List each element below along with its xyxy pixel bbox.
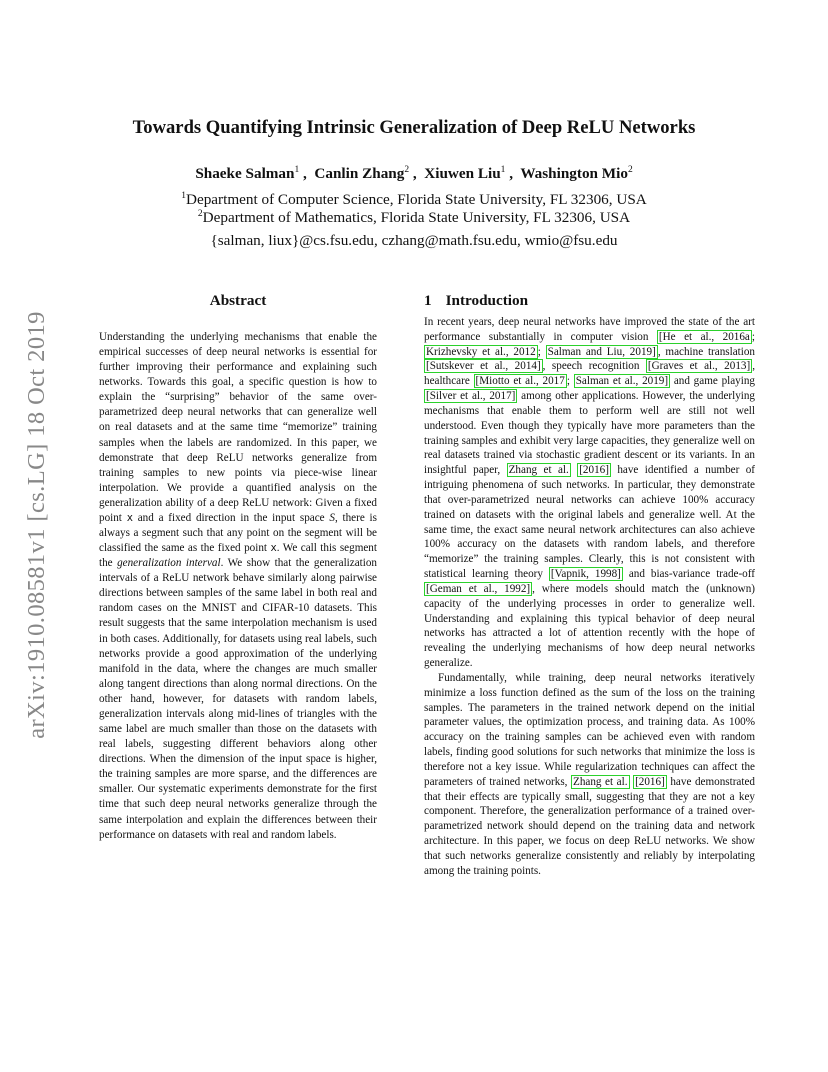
text-run: Fundamentally, while training, deep neural networks iteratively minimize a loss function defined as the sum of the loss on the training samples. The parameters in the trained network depend on the initial parameter values, the optimization process, and training data. As 100% accuracy on the training samples can be achieved even with random labels, finding good solutions for such networks that minimize the loss is therefore not a key issue. While regularization techniques can affect the parameters of trained networks, xyxy=(424,671,755,788)
section-title: Introduction xyxy=(445,292,529,309)
text-run: have demonstrated that their effects are typically small, suggesting that they are not a key component. Therefore, the generalization performance of a trained over-parametrized network should depend on the training data and network architecture. In this paper, we focus on deep ReLU networks. We show that such networks generalize consistently and reliably by interpolating among the training points. xyxy=(424,775,755,877)
author-name: Canlin Zhang xyxy=(314,165,405,183)
text-run: . We show that the generalization intervals of a ReLU network behave similarly along pairwise directions between samples of the same label in both real and random cases on the MNIST and CIFAR-10 datasets. This result suggests that the same interpolation mechanism is used in both cases. Additionally, for datasets using real labels, such networks provide a good approximation of the underlying manifold in the data, where the changes are much smaller along tangent directions than along normal directions. On the other hand, however, for datasets with random labels, generalization intervals along mid-lines of triangles with the same label are much smaller than those on the datasets with real labels, suggesting different behaviors along other directions. When the dimension of the input space is higher, the training samples are more sparse, and the differences are smaller. Our systematic experiments demonstrate for the first time that such deep neural networks generalize through the same interpolation and explain the differences between their performance on datasets with real and random labels. xyxy=(99,557,377,841)
text-run: , where models should match the (unknown) capacity of the underlying processes in order to generalize well. Understanding and explaining this typical behavior of deep neural networks has attracted a lot of attention recently with the hope of revealing the underlying mechanisms of how deep neural networks generalize. xyxy=(424,582,755,670)
citation-link[interactable]: Zhang et al. xyxy=(573,775,628,788)
author-affil-mark: 1 xyxy=(500,165,506,175)
author-affil-mark: 1 xyxy=(294,165,300,175)
text-run: and game playing xyxy=(670,375,755,388)
text-run: ; xyxy=(566,375,574,388)
paper-title: Towards Quantifying Intrinsic Generalization of Deep ReLU Networks xyxy=(132,117,696,138)
section-number: 1 xyxy=(424,292,432,309)
citation-link[interactable]: Salman et al., 2019] xyxy=(575,375,669,388)
citation-link[interactable]: [2016] xyxy=(579,464,609,477)
author-emails: {salman, liux}@cs.fsu.edu, czhang@math.fsu.edu, wmio@fsu.edu xyxy=(210,232,618,249)
text-run: In recent years, deep neural networks have improved the state of the art performance substantially in computer vision xyxy=(424,316,755,343)
arxiv-identifier-stamp xyxy=(20,290,54,760)
abstract-paragraph xyxy=(99,330,377,843)
author-list: Shaeke Salman$^1$ , Canlin Zhang$^2$ , Xiuwen Liu$^1$ , Washington Mio$^2$ xyxy=(195,165,633,183)
intro-paragraph-2 xyxy=(424,671,755,879)
introduction-heading xyxy=(424,292,528,310)
math-generalization-interval: generalization interval xyxy=(117,557,221,570)
introduction-body xyxy=(424,315,755,878)
text-run: ; xyxy=(751,330,755,343)
text-run: among other applications. However, the underlying mechanisms that enable them to perform well are still not well understood. Even though they typically have more parameters than the training samples and exhibit very large capacities, they generalize well on real datasets trained via stochastic gradient descent or its variants. In an insightful paper, xyxy=(424,390,755,477)
author-affil-mark: 2 xyxy=(627,165,633,175)
citation-link[interactable]: [He et al., 2016a xyxy=(658,330,750,343)
abstract-heading: Abstract xyxy=(209,292,267,309)
author-name: Washington Mio xyxy=(520,165,628,183)
citation-link[interactable]: [Silver et al., 2017] xyxy=(426,390,516,403)
affiliation-1 xyxy=(90,191,738,209)
text-run: Understanding the underlying mechanisms that enable the empirical successes of deep neural networks is essential for further improving their performance and explaining such networks. Towards this goal, a specific question is how to explain the “surprising” behavior of the same over-parametrized deep neural networks that can generalize well on real datasets and at the same time “memorize” training samples when the labels are randomized. In this paper, we demonstrate that deep ReLU networks generalize from training samples to new points via piece-wise linear interpolation. We provide a quantified analysis on the generalization ability of a deep ReLU network: Given a fixed point xyxy=(99,331,377,524)
abstract-body xyxy=(99,330,377,843)
citation-link[interactable]: [Geman et al., 1992] xyxy=(426,582,531,595)
text-run: ; xyxy=(537,345,546,358)
affil-mark: 2 xyxy=(197,209,203,219)
text-run: . We call this segment the xyxy=(99,542,377,570)
author-name: Xiuwen Liu xyxy=(424,165,501,183)
math-x: x xyxy=(270,542,277,555)
citation-link[interactable]: [Miotto et al., 2017 xyxy=(475,375,565,388)
math-s: S xyxy=(329,511,335,524)
citation-link[interactable]: [Sutskever et al., 2014] xyxy=(426,360,541,373)
citation-link[interactable]: Salman and Liu, 2019] xyxy=(547,345,656,358)
text-run: , machine translation xyxy=(657,345,755,358)
citation-link[interactable]: Krizhevsky et al., 2012 xyxy=(426,345,536,358)
text-run: , there is always a segment such that any point on the segment will be classified the same as the fixed point xyxy=(99,511,377,555)
text-run: and a fixed direction in the input space xyxy=(132,511,330,524)
citation-link[interactable]: Zhang et al. xyxy=(508,464,569,477)
author-name: Shaeke Salman xyxy=(195,165,295,183)
text-run: and bias-variance trade-off xyxy=(622,568,755,581)
text-run: , healthcare xyxy=(424,360,755,388)
citation-link[interactable]: [2016] xyxy=(635,775,665,788)
intro-paragraph-1 xyxy=(424,315,755,671)
affil-text: Department of Computer Science, Florida State University, FL 32306, USA xyxy=(186,191,647,209)
math-x: x xyxy=(126,511,133,524)
author-affil-mark: 2 xyxy=(404,165,410,175)
affil-mark: 1 xyxy=(181,191,186,201)
text-run: have identified a number of intriguing phenomena of such networks. In particular, they demonstrate that over-parametrized neural networks can achieve 100% accuracy trained on datasets with the original labels and generalize well. At the same time, the exact same neural network architectures can also achieve 100% accuracy on the datasets with random labels, and therefore “memorize” the training samples. Clearly, this is not consistent with statistical learning theory xyxy=(424,464,755,581)
arxiv-id-text: arXiv:1910.08581v1 [cs.LG] 18 Oct 2019 xyxy=(23,311,50,739)
text-run: , speech recognition xyxy=(542,360,646,373)
affiliation-2 xyxy=(90,209,738,227)
citation-link[interactable]: [Graves et al., 2013] xyxy=(647,360,751,373)
citation-link[interactable]: [Vapnik, 1998] xyxy=(550,568,621,581)
affil-text: Department of Mathematics, Florida State University, FL 32306, USA xyxy=(202,209,631,227)
